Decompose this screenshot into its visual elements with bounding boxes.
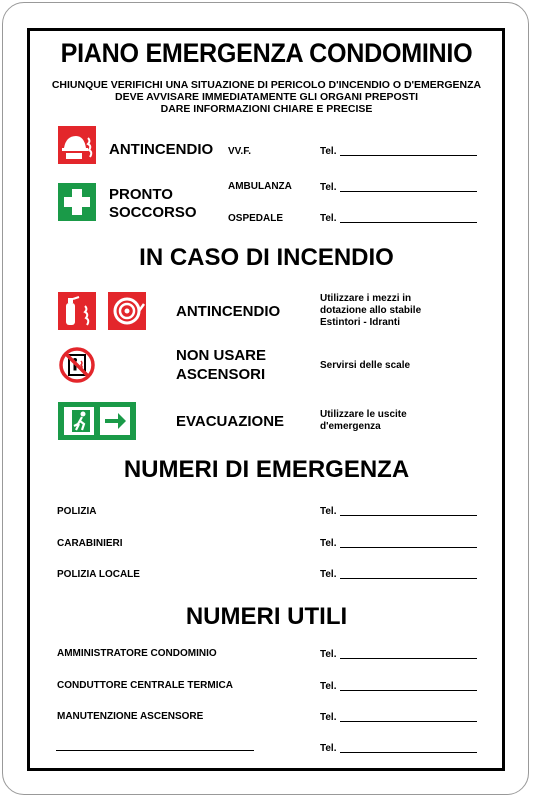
first-aid-cross-icon [58,183,96,221]
no-elevator-icon [58,346,96,384]
tel-line [340,515,477,516]
antincendio-desc-1: Utilizzare i mezzi in [320,293,412,304]
tel-label: Tel. [320,743,337,754]
non-usare-label: NON USARE [176,347,267,364]
tel-label: Tel. [320,538,337,549]
tel-line [340,578,477,579]
manutenzione-label: MANUTENZIONE ASCENSORE [57,711,204,722]
tel-line [340,222,477,223]
utili-title: NUMERI UTILI [185,603,348,630]
tel-label: Tel. [320,569,337,580]
conduttore-label: CONDUTTORE CENTRALE TERMICA [57,680,233,691]
antincendio-desc-2: dotazione allo stabile [320,305,422,316]
blank-name-line [56,750,254,751]
ambulanza-label: AMBULANZA [228,181,292,192]
soccorso-label: SOCCORSO [109,204,197,221]
subtitle-line-2: DEVE AVVISARE IMMEDIATAMENTE GLI ORGANI PREPOSTI [115,91,418,103]
antincendio-desc-3: Estintori - Idranti [320,317,400,328]
emergenza-title: NUMERI DI EMERGENZA [123,456,410,483]
tel-label: Tel. [320,506,337,517]
carabinieri-label: CARABINIERI [57,538,123,549]
pronto-label: PRONTO [109,186,173,203]
tel-label: Tel. [320,182,337,193]
subtitle-line-3: DARE INFORMAZIONI CHIARE E PRECISE [160,103,373,115]
antincendio-label: ANTINCENDIO [109,141,214,158]
polizia-locale-label: POLIZIA LOCALE [57,569,140,580]
tel-line [340,547,477,548]
fire-hose-icon [108,292,146,330]
tel-line [340,658,477,659]
polizia-label: POLIZIA [57,506,97,517]
tel-line [340,721,477,722]
sign-frame [27,28,505,771]
ascensori-label: ASCENSORI [176,366,266,383]
page-title: PIANO EMERGENZA CONDOMINIO [60,38,473,68]
tel-line [340,752,477,753]
vvf-label: VV.F. [228,146,251,157]
emergency-exit-icon [58,402,136,440]
scale-desc: Servirsi delle scale [320,360,411,371]
tel-label: Tel. [320,712,337,723]
fire-brigade-helmet-icon [58,126,96,164]
subtitle-line-1: CHIUNQUE VERIFICHI UNA SITUAZIONE DI PERICOLO D'INCENDIO O D'EMERGENZA [51,79,482,91]
incendio-title: IN CASO DI INCENDIO [139,244,394,271]
fire-extinguisher-icon [58,292,96,330]
tel-line [340,690,477,691]
evacuazione-desc-1: Utilizzare le uscite [320,409,407,420]
tel-label: Tel. [320,213,337,224]
tel-line [340,155,477,156]
antincendio-row-label: ANTINCENDIO [176,303,281,320]
evacuazione-desc-2: d'emergenza [320,421,381,432]
tel-label: Tel. [320,681,337,692]
evacuazione-label: EVACUAZIONE [176,413,285,430]
tel-line [340,191,477,192]
tel-label: Tel. [320,146,337,157]
tel-label: Tel. [320,649,337,660]
ospedale-label: OSPEDALE [228,213,284,224]
amministratore-label: AMMINISTRATORE CONDOMINIO [57,648,217,659]
